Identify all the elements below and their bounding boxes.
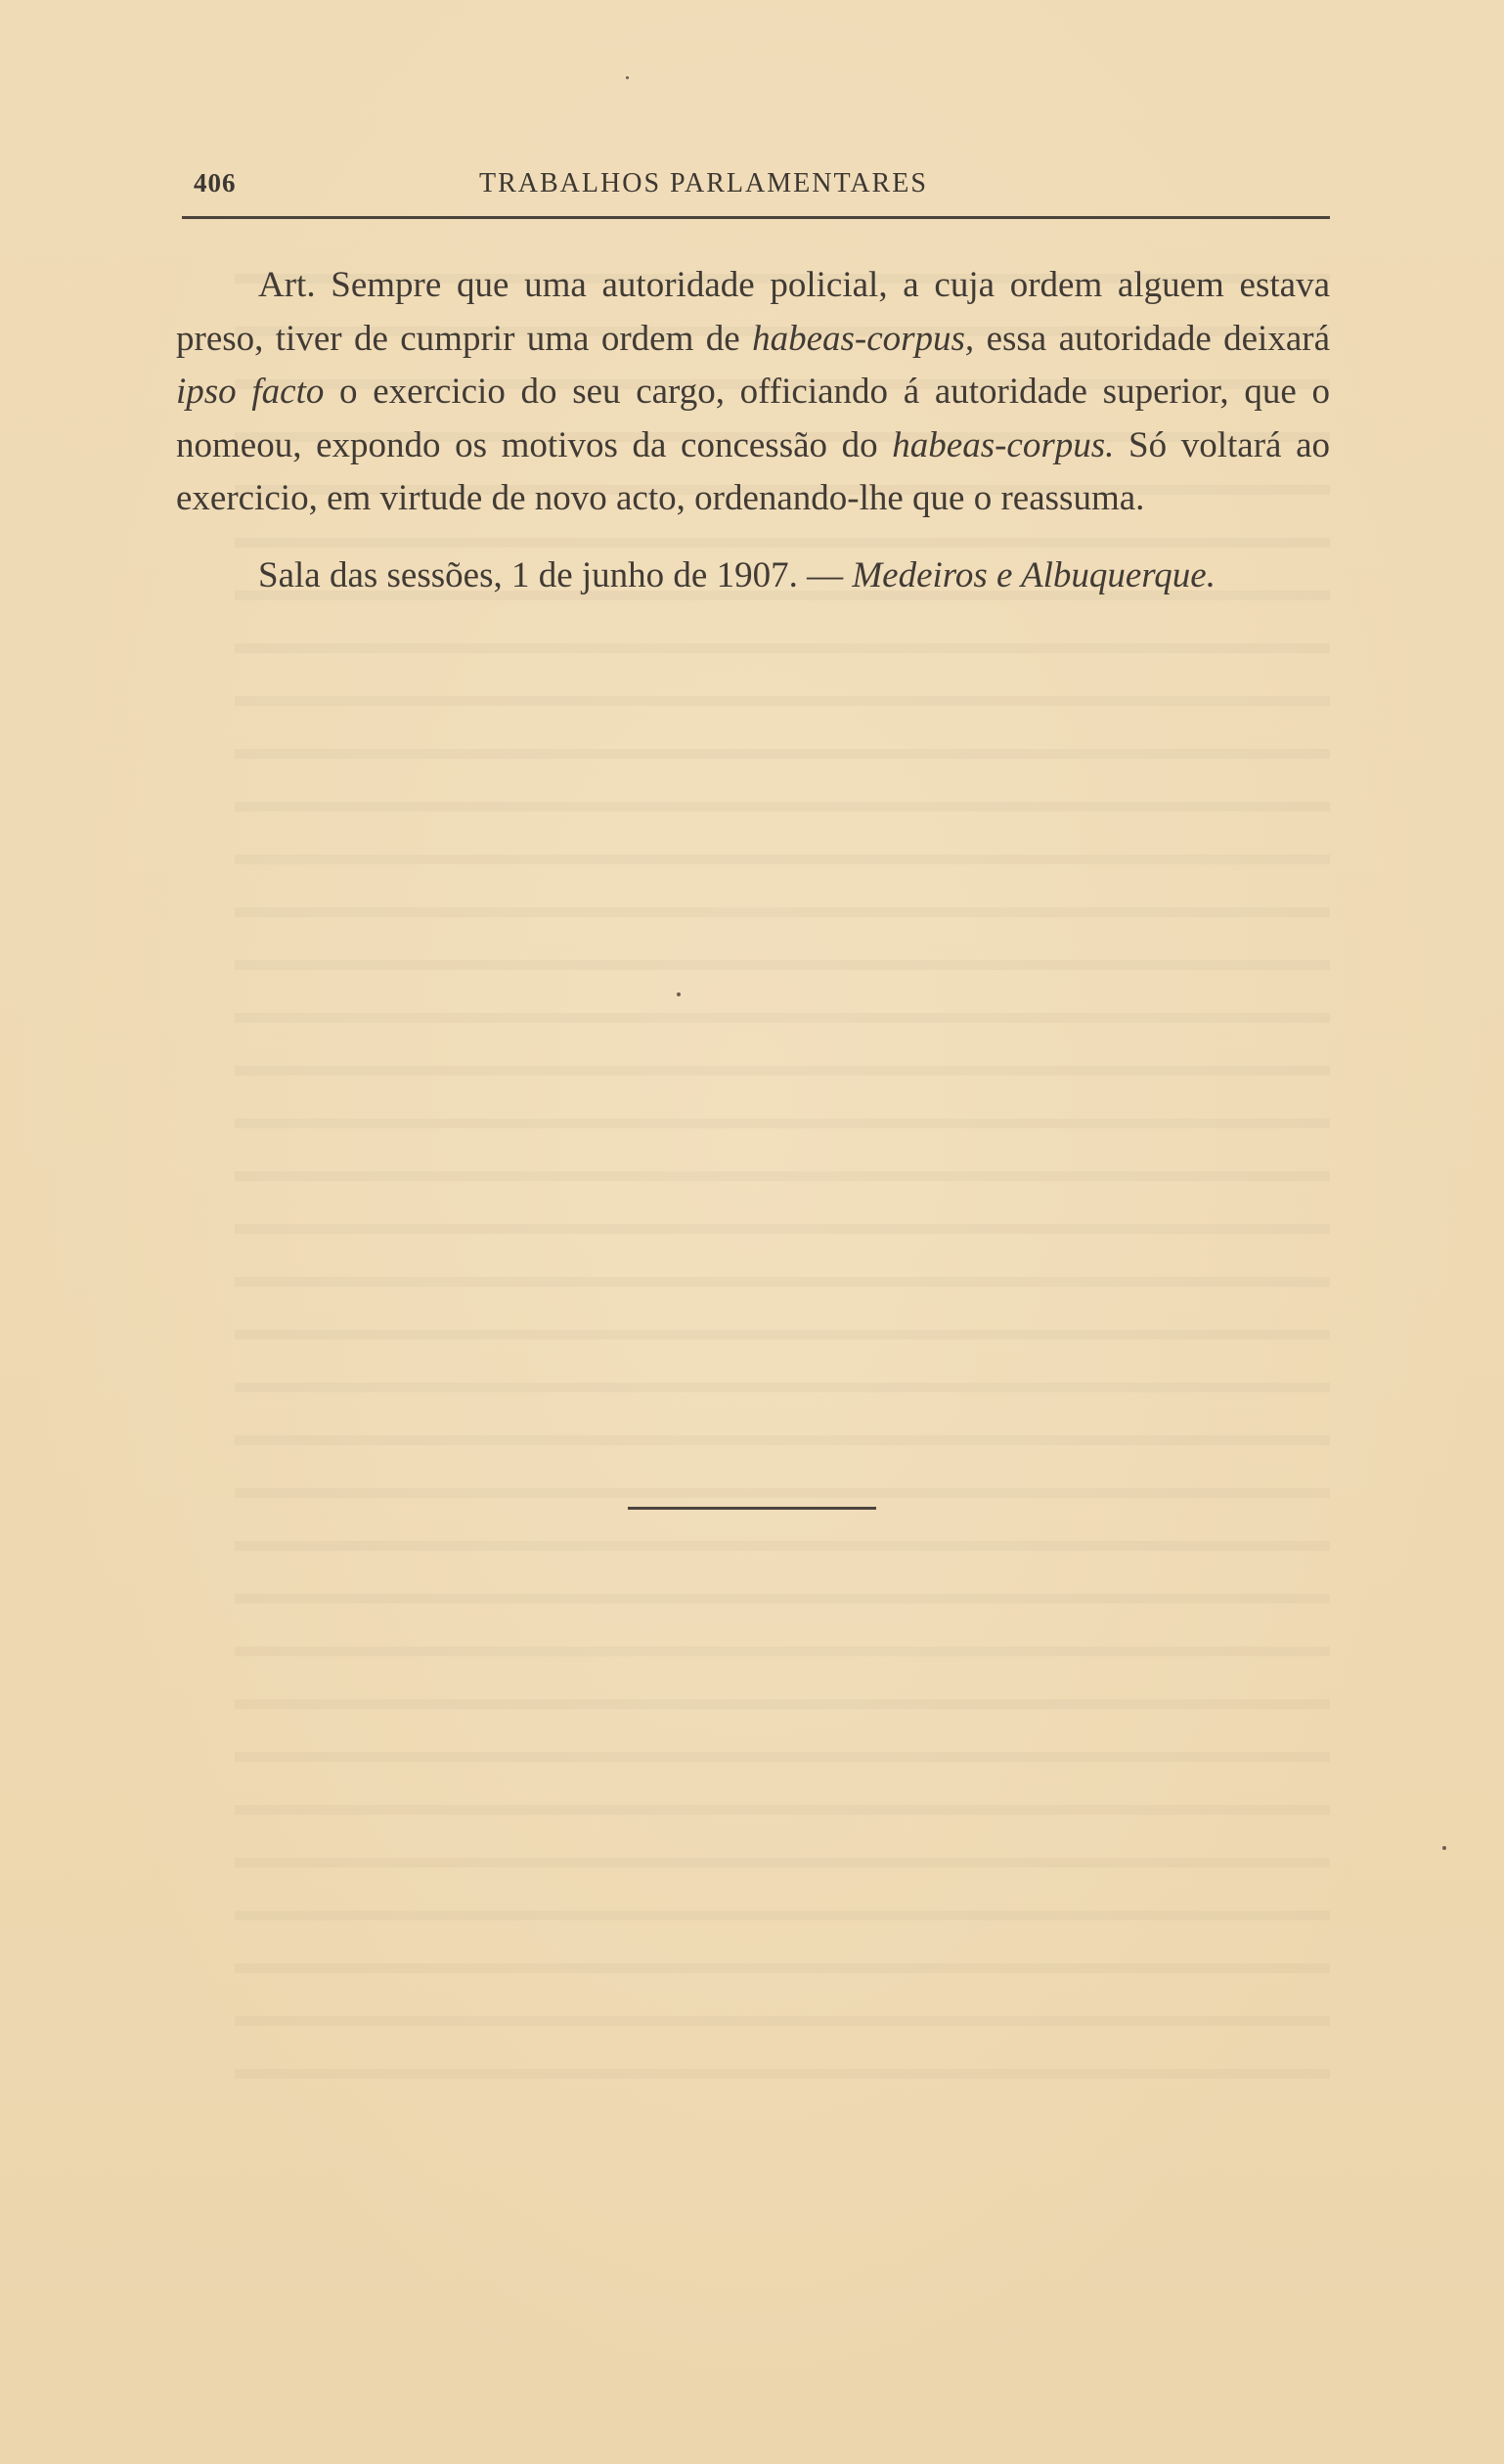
article-text-4: Só voltará ao exercicio, em virtude de novo acto, ordenando-lhe que o reassuma. [176, 424, 1330, 518]
running-head: TRABALHOS PARLAMENTARES [479, 168, 928, 198]
page-number: 406 [194, 168, 237, 198]
article-text-2: essa autoridade deixará [974, 318, 1330, 359]
article-text-3: o exercicio do seu cargo, officiando á autoridade superior, que o nomeou, expondo os motivos da concessão do [176, 372, 1330, 465]
article-text-1: Art. Sempre que uma autoridade policial, a cuja ordem alguem estava preso, tiver de cumprir uma ordem de [176, 265, 1330, 359]
article-italic-habeas-corpus-2: habeas-corpus. [892, 424, 1115, 465]
closing-rule [628, 1507, 876, 1510]
article-italic-ipso-facto: ipso facto [176, 372, 325, 412]
article-paragraph [176, 259, 1330, 526]
paper-speck [626, 76, 629, 79]
page-header [176, 166, 1330, 209]
header-rule [182, 216, 1330, 219]
paper-speck [1442, 1846, 1446, 1850]
signature-text: Sala das sessões, 1 de junho de 1907. — [258, 554, 853, 595]
signature-author: Medeiros e Albuquerque. [852, 554, 1216, 595]
paper-speck [677, 992, 681, 996]
signature-paragraph [176, 550, 1330, 603]
body-text [176, 259, 1330, 602]
article-italic-habeas-corpus-1: habeas-corpus, [752, 318, 975, 359]
